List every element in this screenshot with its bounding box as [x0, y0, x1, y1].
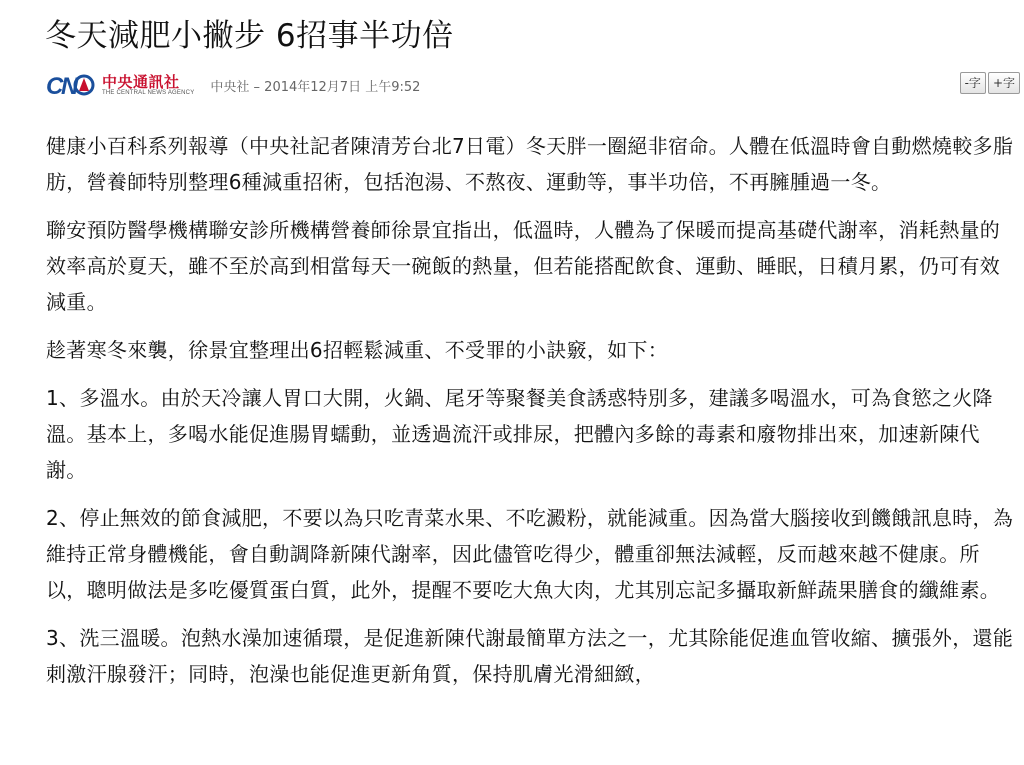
article-paragraph: 3、洗三溫暖。泡熱水澡加速循環，是促進新陳代謝最簡單方法之一，尤其除能促進血管收縮、擴張外，還能刺激汗腺發汗；同時，泡澡也能促進更新角質，保持肌膚光滑細緻， — [46, 626, 1014, 686]
article-paragraph: 1、多溫水。由於天冷讓人胃口大開，火鍋、尾牙等聚餐美食誘惑特別多，建議多喝溫水，可為食慾之火降溫。基本上，多喝水能促進腸胃蠕動，並透過流汗或排尿，把體內多餘的毒素和廢物排出來，加速新陳代謝。 — [46, 386, 993, 482]
article-paragraph: 趁著寒冬來襲，徐景宜整理出6招輕鬆減重、不受罪的小訣竅，如下： — [46, 338, 669, 362]
logo-name-en: THE CENTRAL NEWS AGENCY — [102, 89, 195, 96]
logo-text — [102, 72, 194, 98]
font-size-controls — [958, 72, 1020, 94]
decrease-font-button[interactable]: -字 — [960, 72, 986, 94]
svg-text:C: C — [46, 73, 64, 98]
increase-font-button[interactable]: +字 — [988, 72, 1020, 94]
logo-name-zh: 中央通訊社 — [102, 72, 180, 91]
article-byline: 中央社 – 2014年12月7日 上午9:52 — [210, 79, 421, 95]
article-paragraph: 健康小百科系列報導（中央社記者陳清芳台北7日電）冬天胖一圈絕非宿命。人體在低溫時會自動燃燒較多脂肪，營養師特別整理6種減重招術，包括泡湯、不熬夜、運動等，事半功倍，不再臃腫過一冬。 — [46, 134, 1014, 194]
cna-logo[interactable] — [46, 72, 194, 98]
article-paragraph: 聯安預防醫學機構聯安診所機構營養師徐景宜指出，低溫時，人體為了保暖而提高基礎代謝率，消耗熱量的效率高於夏天，雖不至於高到相當每天一碗飯的熱量，但若能搭配飲食、運動、睡眠，日積月累，仍可有效減重。 — [46, 218, 1001, 314]
cna-logo-icon — [46, 72, 98, 98]
svg-text:N: N — [61, 73, 79, 98]
article-paragraph: 2、停止無效的節食減肥，不要以為只吃青菜水果、不吃澱粉，就能減重。因為當大腦接收到饑餓訊息時，為維持正常身體機能，會自動調降新陳代謝率，因此儘管吃得少，體重卻無法減輕，反而越來越不健康。所以，聰明做法是多吃優質蛋白質，此外，提醒不要吃大魚大肉，尤其別忘記多攝取新鮮蔬果膳食的纖維素。 — [46, 506, 1014, 602]
article-body — [46, 128, 1018, 704]
article-title: 冬天減肥小撇步 6招事半功倍 — [45, 18, 454, 54]
article-meta — [46, 72, 420, 98]
